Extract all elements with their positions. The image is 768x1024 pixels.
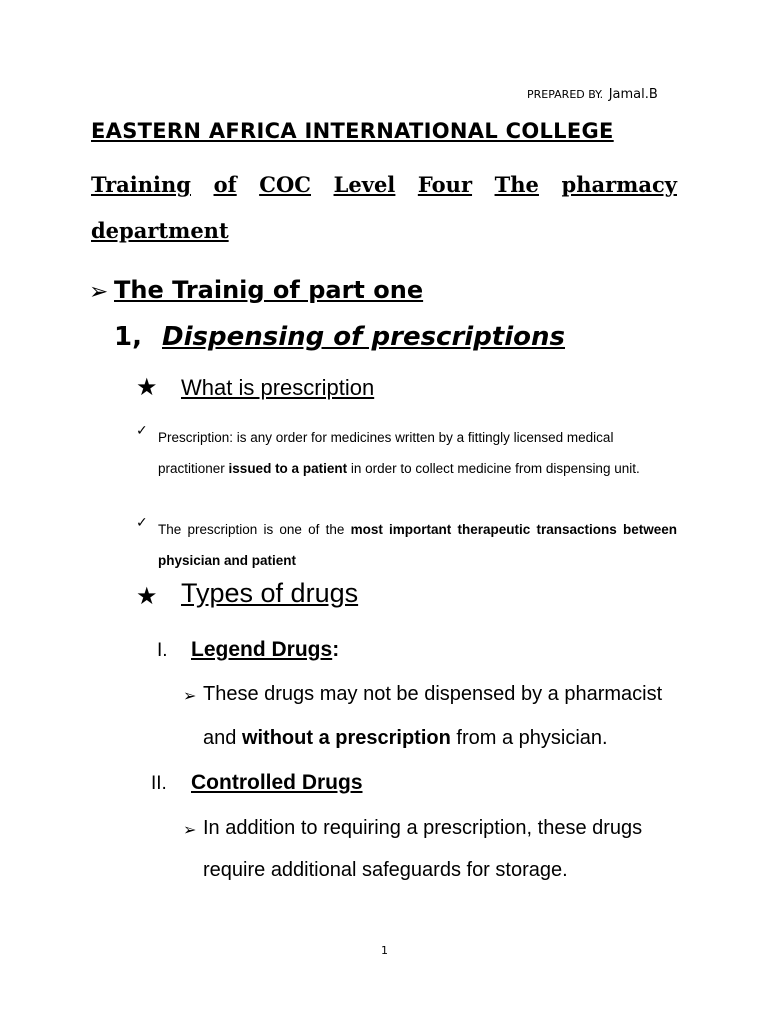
part-heading: The Trainig of part one	[114, 276, 424, 304]
section-title: Dispensing of prescriptions	[162, 322, 565, 352]
legend-text-line2	[203, 727, 608, 750]
definition-text: Prescription: is any order for medicines written by a fittingly licensed medical practitioner	[158, 430, 614, 476]
roman-numeral: II.	[151, 773, 167, 794]
legend-text-line1: These drugs may not be dispensed by a pharmacist	[203, 683, 663, 705]
arrow-bullet-icon: ➢	[183, 820, 197, 839]
arrow-bullet-icon: ➢	[183, 686, 197, 705]
importance-text: The prescription is one of the	[158, 522, 351, 537]
legend-drugs-title: Legend Drugs	[191, 638, 333, 661]
roman-numeral: I.	[157, 640, 168, 661]
training-title-line1	[91, 172, 677, 197]
importance-bold: most important therapeutic transactions between physician and patient	[158, 522, 677, 568]
legend-drugs-heading	[191, 638, 339, 662]
section-number: 1,	[114, 322, 142, 352]
legend-line2-c: from a physician.	[450, 727, 608, 749]
controlled-text-line2: require additional safeguards for storage.	[203, 859, 568, 881]
training-word: pharmacy	[561, 172, 677, 197]
prescription-definition	[158, 423, 677, 484]
star-bullet-icon: ★	[136, 582, 158, 610]
college-title: EASTERN AFRICA INTERNATIONAL COLLEGE	[91, 119, 614, 143]
controlled-text-line1: In addition to requiring a prescription, these drugs	[203, 817, 643, 839]
training-word: Four	[417, 172, 473, 197]
definition-text-end: in order to collect medicine from dispensing unit.	[347, 460, 640, 476]
star-bullet-icon: ★	[136, 373, 158, 401]
training-word: Level	[333, 172, 396, 197]
training-word: The	[494, 172, 539, 197]
training-word: of	[213, 172, 237, 197]
arrow-bullet-icon: ➢	[89, 279, 109, 305]
training-title-line2: department	[91, 218, 229, 243]
prepared-by	[527, 87, 658, 102]
training-word: Training	[91, 172, 191, 197]
check-bullet-icon: ✓	[136, 515, 148, 531]
legend-colon: :	[332, 638, 340, 661]
page-number: 1	[381, 944, 388, 957]
legend-line2-a: and	[203, 727, 242, 749]
check-bullet-icon: ✓	[136, 423, 148, 439]
controlled-drugs-heading: Controlled Drugs	[191, 771, 363, 794]
types-heading: Types of drugs	[181, 578, 359, 608]
prepared-label: PREPARED BY.	[527, 88, 604, 101]
legend-line2-bold: without a prescription	[241, 727, 451, 749]
author-name: Jamal.B	[608, 87, 658, 102]
training-word: COC	[259, 172, 311, 197]
what-is-heading: What is prescription	[181, 375, 375, 400]
definition-bold: issued to a patient	[228, 460, 348, 476]
prescription-importance	[158, 515, 677, 576]
